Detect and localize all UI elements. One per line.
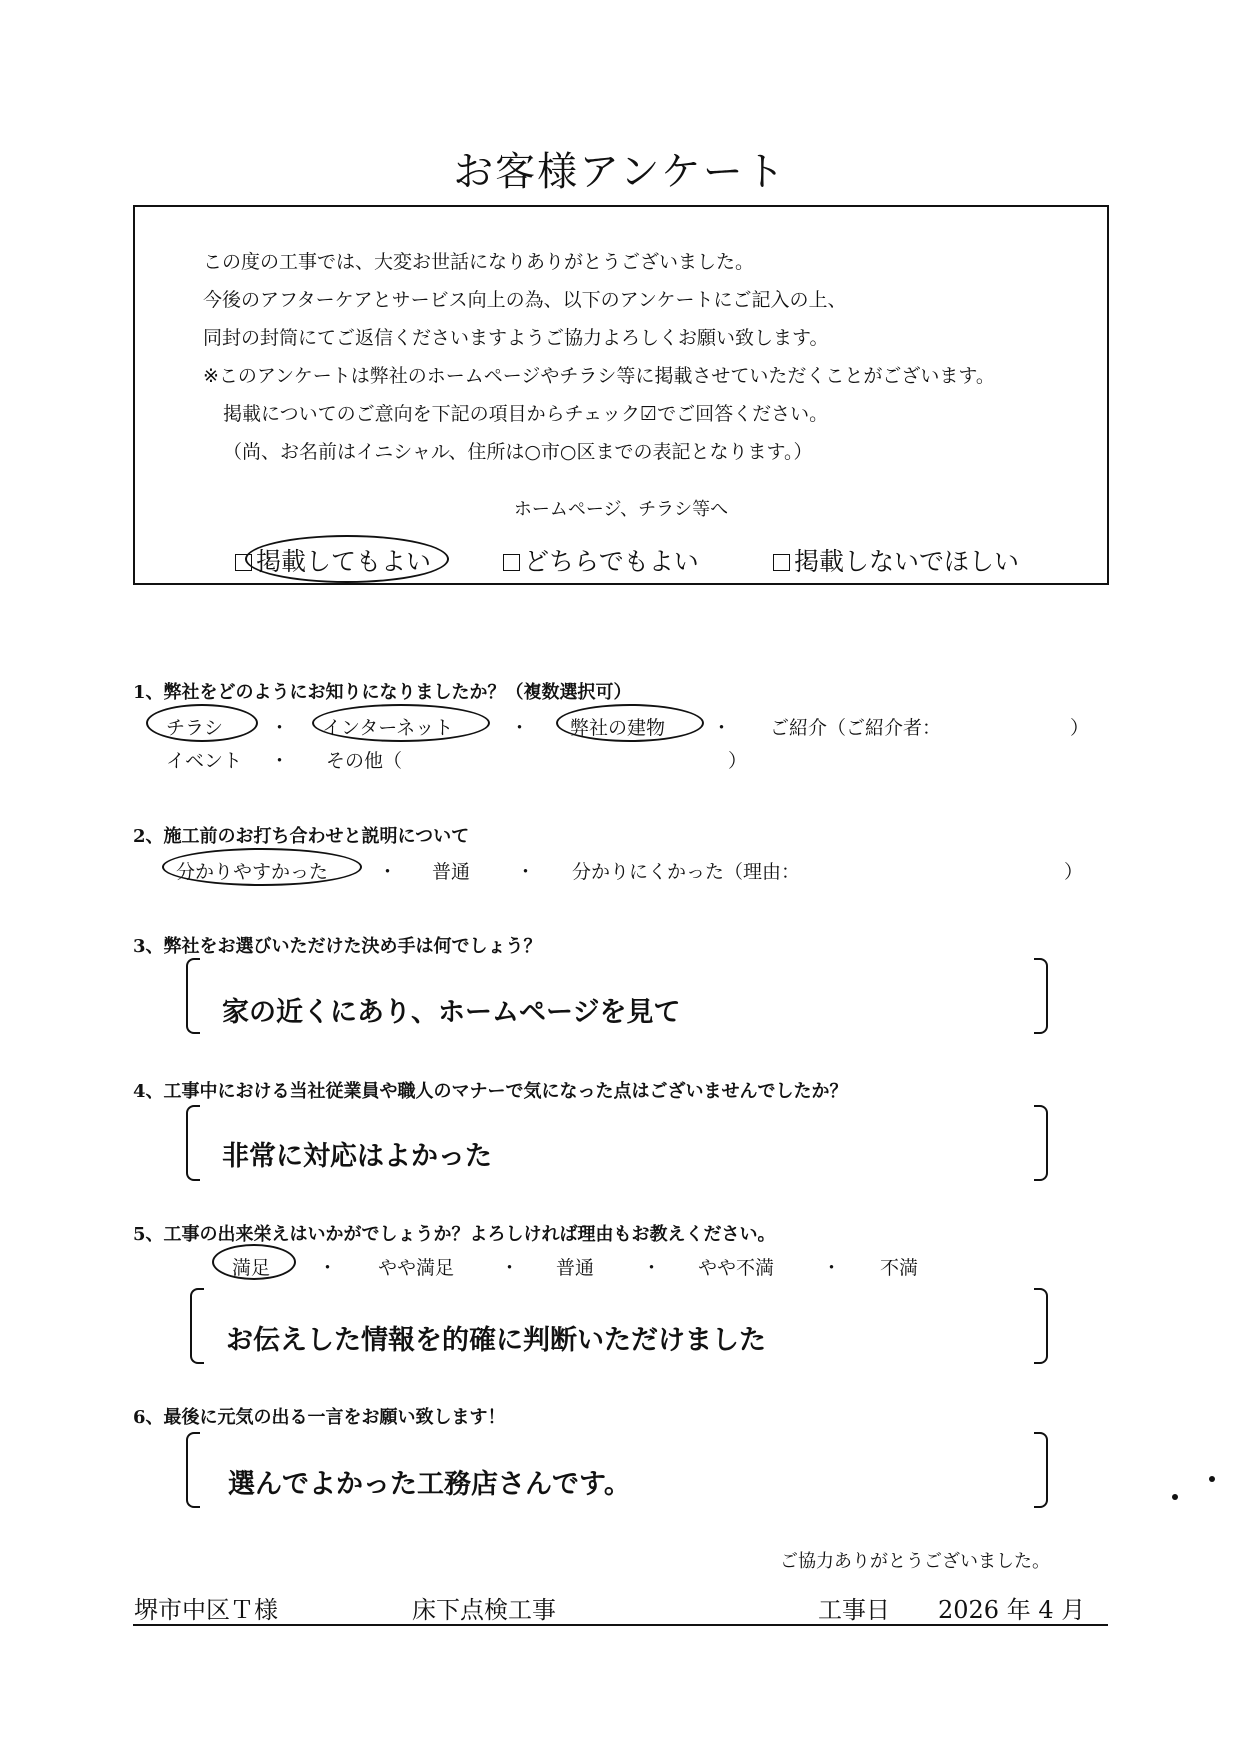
separator: ・ <box>270 750 290 772</box>
checkbox-icon[interactable] <box>503 554 520 571</box>
answer-6: 選んでよかった工務店さんです。 <box>228 1469 631 1500</box>
q5-option-somewhat-unsatisfied[interactable]: やや不満 <box>698 1257 775 1279</box>
q1-option-flyer[interactable]: チラシ <box>166 717 224 739</box>
answer-3: 家の近くにあり、ホームページを見て <box>222 997 681 1028</box>
answer-4: 非常に対応はよかった <box>222 1141 492 1172</box>
bracket-right <box>1034 1288 1048 1364</box>
intro-line: 同封の封筒にてご返信くださいますようご協力よろしくお願い致します。 <box>203 327 829 349</box>
close-paren: ） <box>1070 717 1090 739</box>
q1-option-event[interactable]: イベント <box>166 750 243 772</box>
footer-customer: 堺市中区Ｔ様 <box>134 1596 278 1624</box>
checkbox-icon[interactable] <box>773 554 790 571</box>
separator: ・ <box>318 1257 338 1279</box>
q1-option-other[interactable]: その他（ <box>326 750 403 772</box>
publish-option-either[interactable]: どちらでもよい <box>503 542 699 578</box>
stray-dot <box>1172 1494 1178 1500</box>
close-paren: ） <box>1064 861 1084 883</box>
footer-work: 床下点検工事 <box>412 1596 556 1624</box>
q5-option-somewhat-satisfied[interactable]: やや満足 <box>378 1257 455 1279</box>
separator: ・ <box>642 1257 662 1279</box>
q1-option-internet[interactable]: インターネット <box>322 717 454 739</box>
intro-line: （尚、お名前はイニシャル、住所は○市○区までの表記となります。） <box>223 441 813 463</box>
q2-option-normal[interactable]: 普通 <box>432 861 471 883</box>
separator: ・ <box>516 861 536 883</box>
thanks-text: ご協力ありがとうございました。 <box>780 1551 1050 1572</box>
q1-option-building[interactable]: 弊社の建物 <box>570 717 666 739</box>
separator: ・ <box>712 717 732 739</box>
selection-circle <box>245 535 449 583</box>
question-4: 4、工事中における当社従業員や職人のマナーで気になった点はございませんでしたか？ <box>133 1081 848 1102</box>
q5-option-normal[interactable]: 普通 <box>556 1257 595 1279</box>
bracket-left <box>186 958 200 1034</box>
stray-dot <box>1209 1476 1215 1482</box>
publish-option-ok[interactable]: 掲載してもよい <box>235 542 431 578</box>
intro-line: この度の工事では、大変お世話になりありがとうございました。 <box>203 251 755 273</box>
selection-circle <box>146 704 258 742</box>
q5-option-unsatisfied[interactable]: 不満 <box>880 1257 919 1279</box>
bracket-left <box>186 1432 200 1508</box>
answer-5: お伝えした情報を的確に判断いただけました <box>226 1325 766 1356</box>
publish-option-no[interactable]: 掲載しないでほしい <box>773 542 1019 578</box>
selection-circle <box>556 704 704 742</box>
footer-underline <box>133 1624 1108 1626</box>
question-3: 3、弊社をお選びいただけた決め手は何でしょう？ <box>133 936 542 957</box>
selection-circle <box>312 704 490 742</box>
separator: ・ <box>270 717 290 739</box>
bracket-right <box>1034 1432 1048 1508</box>
bracket-left <box>190 1288 204 1364</box>
bracket-right <box>1034 1105 1048 1181</box>
intro-line: ※このアンケートは弊社のホームページやチラシ等に掲載させていただくことがございます。 <box>203 365 995 387</box>
separator: ・ <box>510 717 530 739</box>
question-6: 6、最後に元気の出る一言をお願い致します！ <box>133 1407 506 1428</box>
question-1: 1、弊社をどのようにお知りになりましたか？（複数選択可） <box>133 682 632 703</box>
intro-line: 掲載についてのご意向を下記の項目からチェック☑でご回答ください。 <box>223 403 829 425</box>
selection-circle <box>162 848 362 886</box>
question-5: 5、工事の出来栄えはいかがでしょうか？よろしければ理由もお教えください。 <box>133 1224 776 1245</box>
selection-circle <box>212 1244 296 1280</box>
q2-option-clear[interactable]: 分かりやすかった <box>176 861 329 883</box>
bracket-right <box>1034 958 1048 1034</box>
q2-option-unclear[interactable]: 分かりにくかった（理由： <box>572 861 801 883</box>
separator: ・ <box>378 861 398 883</box>
footer-date-label: 工事日 <box>818 1596 890 1624</box>
q1-option-referral[interactable]: ご紹介（ご紹介者： <box>770 717 942 739</box>
intro-box <box>133 205 1109 585</box>
separator: ・ <box>500 1257 520 1279</box>
page-title: お客様アンケート <box>453 149 787 195</box>
bracket-left <box>186 1105 200 1181</box>
q5-option-satisfied[interactable]: 満足 <box>232 1257 271 1279</box>
separator: ・ <box>822 1257 842 1279</box>
publish-label: ホームページ、チラシ等へ <box>513 499 729 520</box>
close-paren: ） <box>728 750 748 772</box>
footer-date-value: 2026 年 4 月 <box>938 1596 1086 1624</box>
question-2: 2、施工前のお打ち合わせと説明について <box>133 826 470 847</box>
intro-line: 今後のアフターケアとサービス向上の為、以下のアンケートにご記入の上、 <box>203 289 847 311</box>
